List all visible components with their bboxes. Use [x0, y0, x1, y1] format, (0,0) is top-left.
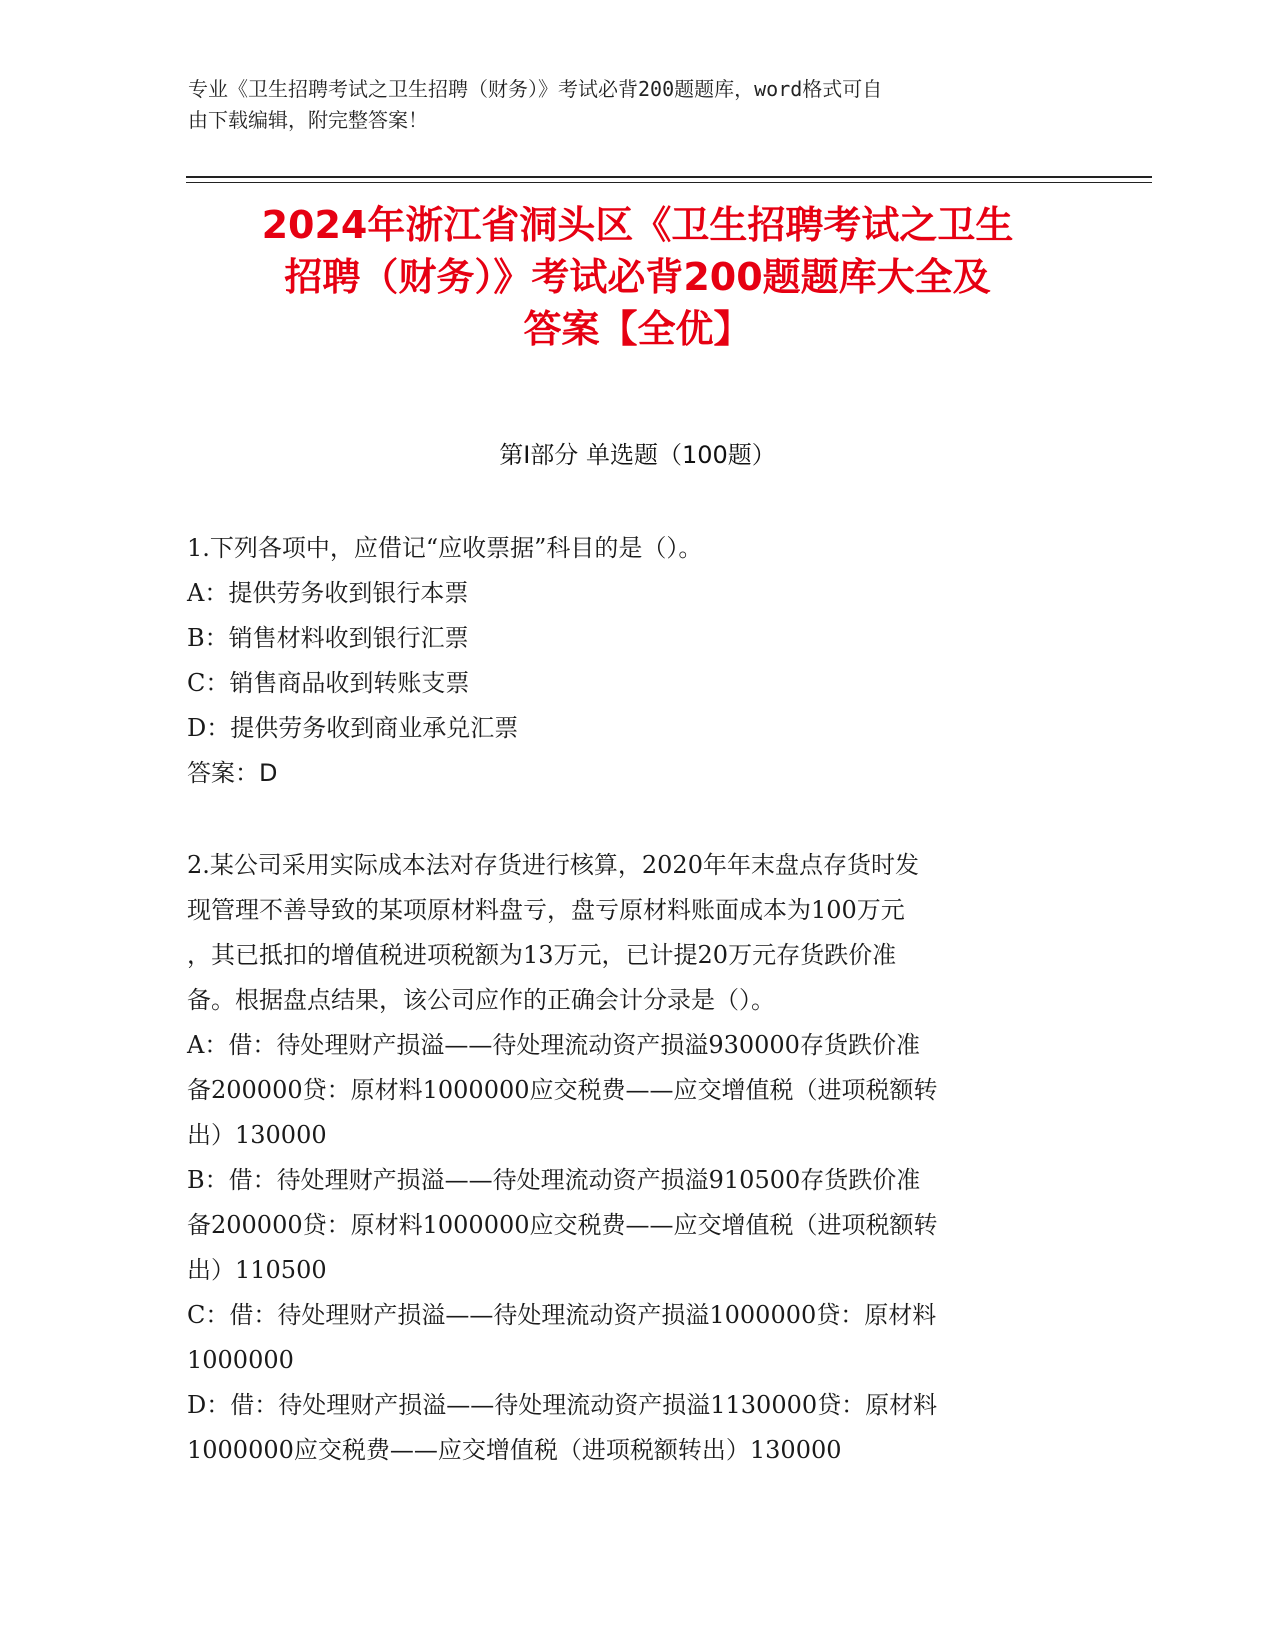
header-note-line: 专业《卫生招聘考试之卫生招聘（财务）》考试必背200题题库，word格式可自 — [188, 77, 883, 101]
option-c: C：销售商品收到转账支票 — [187, 669, 470, 697]
option-d: D：提供劳务收到商业承兑汇票 — [187, 714, 519, 742]
document-title — [175, 199, 1100, 355]
option-d-line: 1000000应交税费——应交增值税（进项税额转出）130000 — [187, 1436, 842, 1464]
header-note-line: 由下载编辑，附完整答案！ — [188, 108, 428, 132]
option-b: B：销售材料收到银行汇票 — [187, 624, 469, 652]
document-title-line: 2024年浙江省洞头区《卫生招聘考试之卫生 — [261, 203, 1014, 247]
question-2 — [187, 843, 1077, 1473]
question-stem-line: ，其已抵扣的增值税进项税额为13万元，已计提20万元存货跌价准 — [187, 941, 897, 969]
question-stem-line: 现管理不善导致的某项原材料盘亏，盘亏原材料账面成本为100万元 — [187, 896, 905, 924]
question-stem-line: 2.某公司采用实际成本法对存货进行核算，2020年年末盘点存货时发 — [187, 851, 919, 879]
question-stem-line: 备。根据盘点结果，该公司应作的正确会计分录是（）。 — [187, 986, 775, 1014]
option-a-line: 备200000贷：原材料1000000应交税费——应交增值税（进项税额转 — [187, 1076, 938, 1104]
option-d-line: D：借：待处理财产损溢——待处理流动资产损溢1130000贷：原材料 — [187, 1391, 938, 1419]
option-a-line: A：借：待处理财产损溢——待处理流动资产损溢930000存货跌价准 — [187, 1031, 920, 1059]
document-title-line: 答案【全优】 — [523, 307, 752, 351]
option-a-line: 出）130000 — [187, 1121, 327, 1149]
answer-text: 答案：D — [187, 759, 278, 787]
option-b-line: B：借：待处理财产损溢——待处理流动资产损溢910500存货跌价准 — [187, 1166, 921, 1194]
option-a: A：提供劳务收到银行本票 — [187, 579, 469, 607]
header-divider-thin — [186, 182, 1152, 183]
option-c-line: 1000000 — [187, 1346, 294, 1374]
section-heading: 第I部分 单选题（100题） — [499, 441, 776, 469]
option-c-line: C：借：待处理财产损溢——待处理流动资产损溢1000000贷：原材料 — [187, 1301, 937, 1329]
header-divider-thick — [186, 176, 1152, 178]
question-stem: 1.下列各项中，应借记“应收票据”科目的是（）。 — [187, 534, 703, 562]
document-title-line: 招聘（财务）》考试必背200题题库大全及 — [284, 255, 991, 299]
option-b-line: 出）110500 — [187, 1256, 327, 1284]
option-b-line: 备200000贷：原材料1000000应交税费——应交增值税（进项税额转 — [187, 1211, 938, 1239]
question-1 — [187, 526, 1077, 796]
header-note — [188, 74, 1068, 136]
